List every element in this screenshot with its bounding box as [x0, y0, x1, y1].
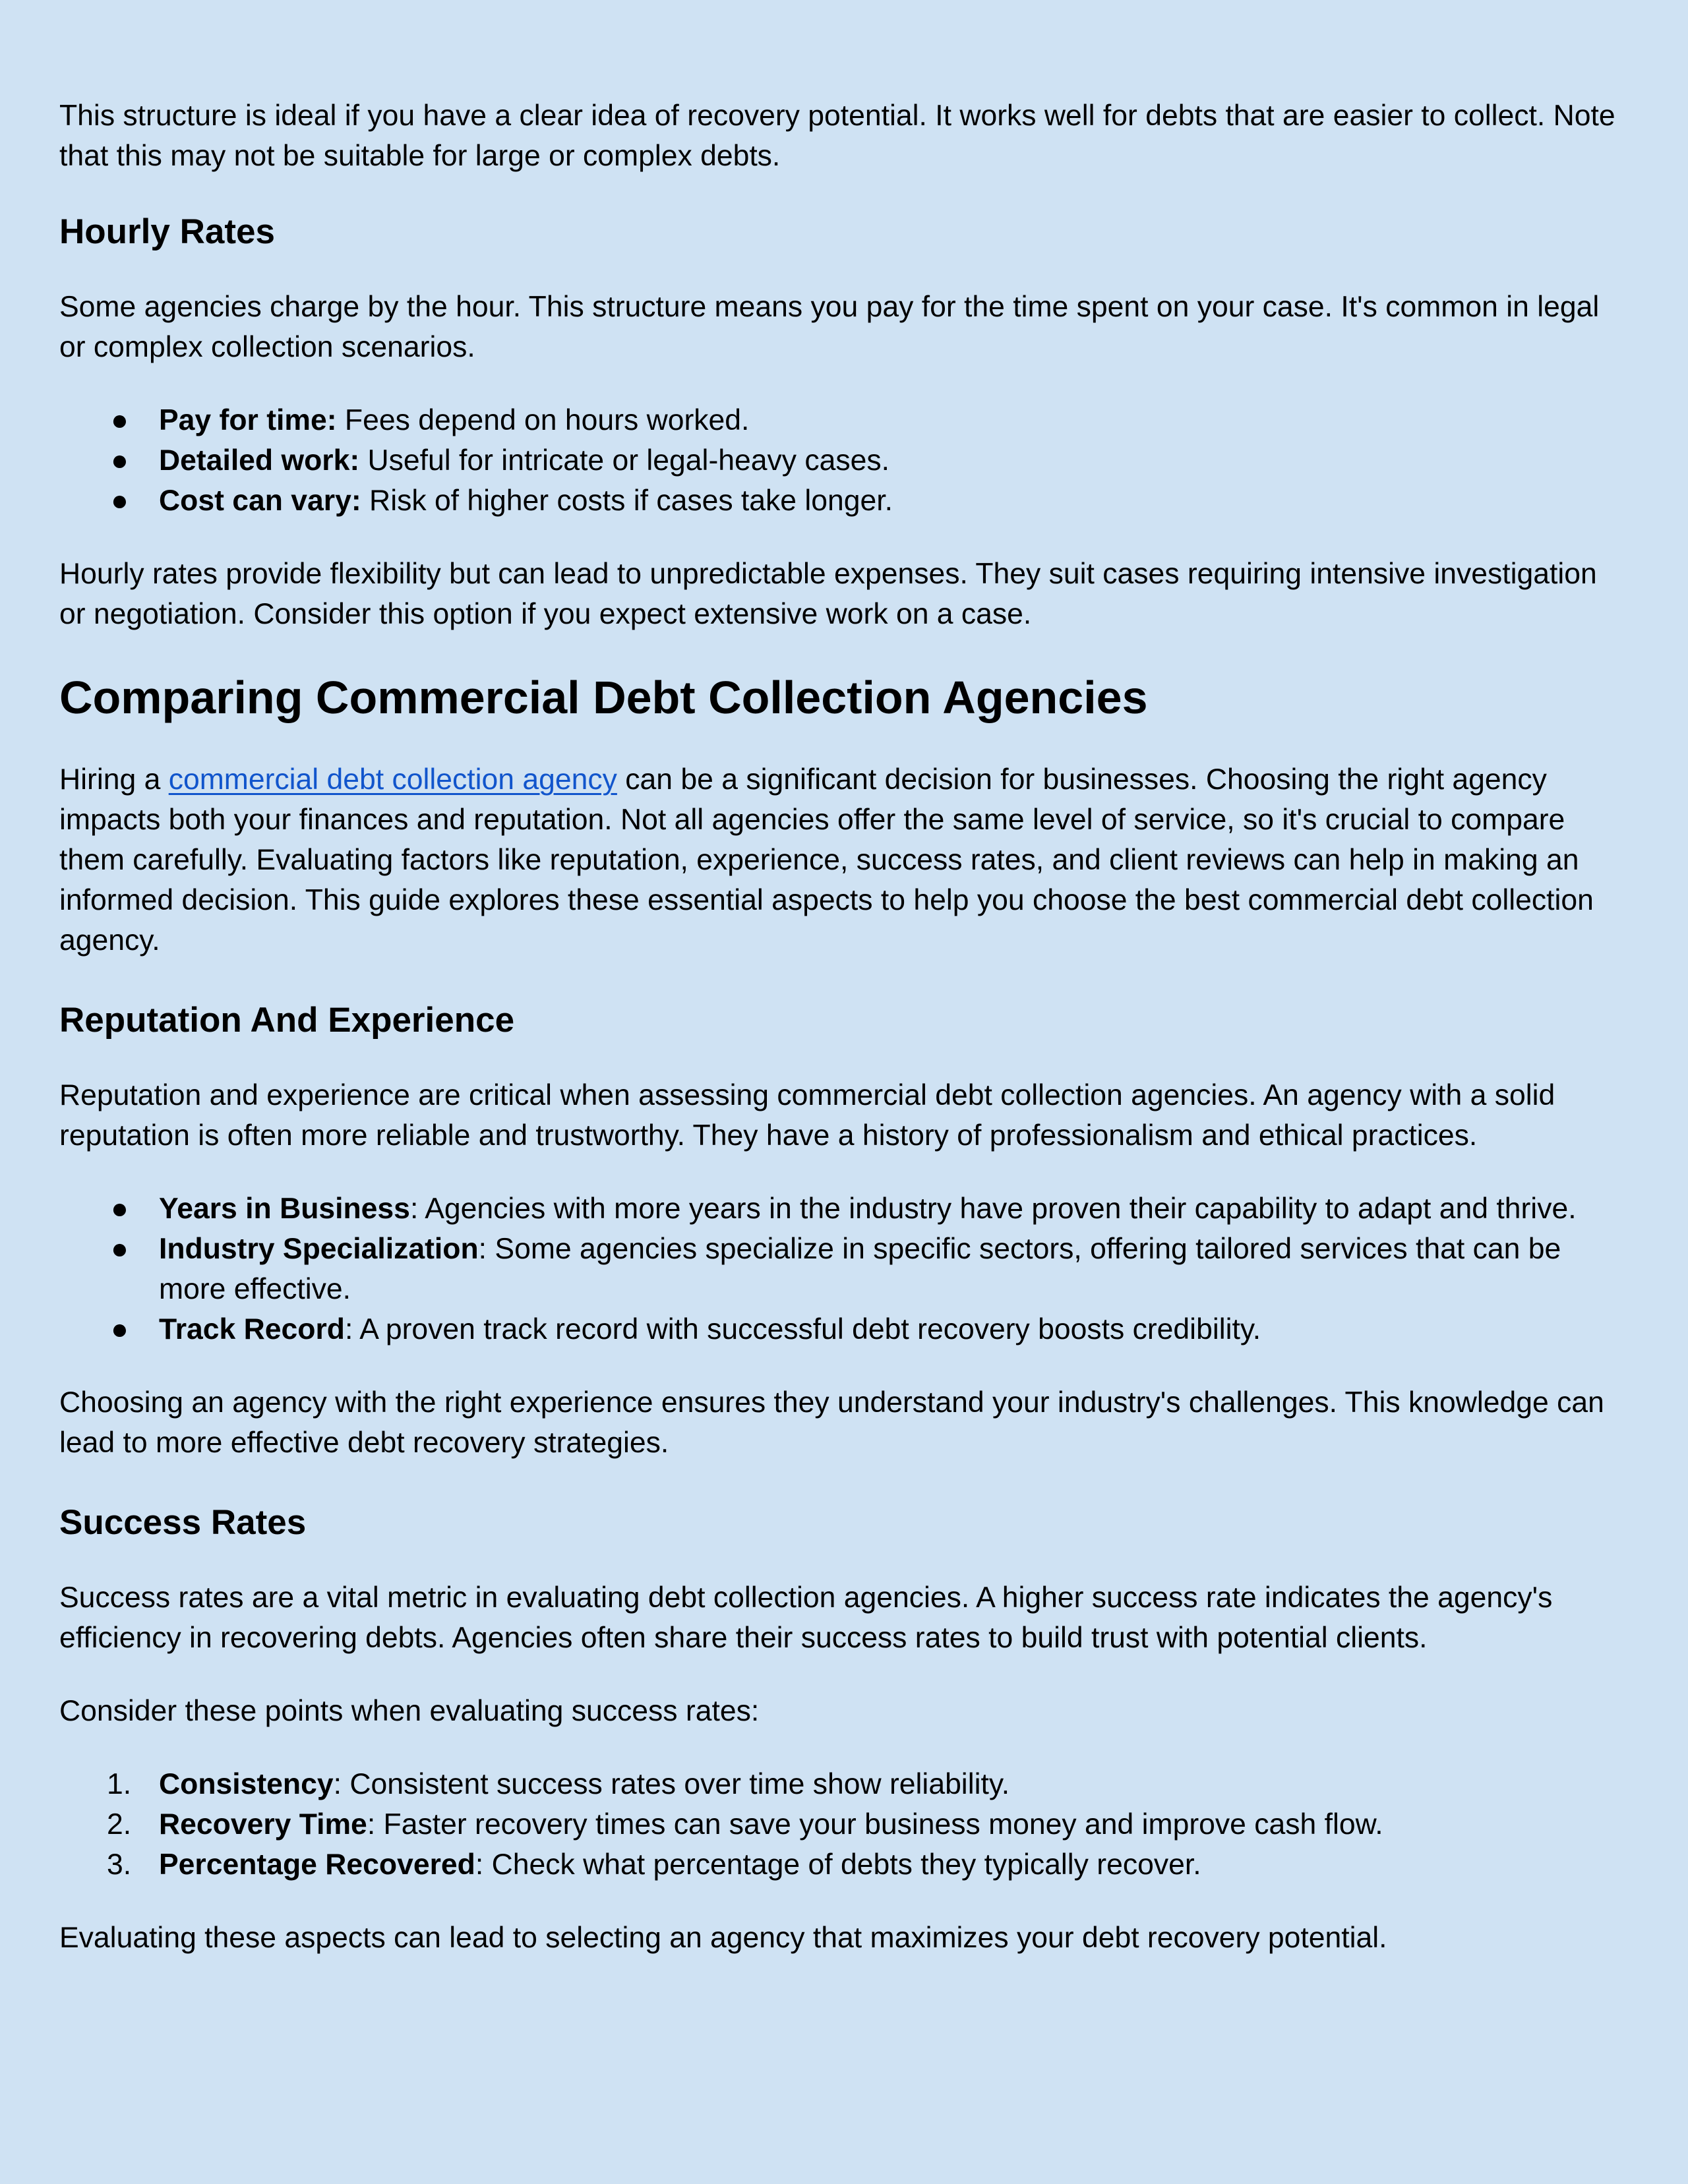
list-item-term: Percentage Recovered	[159, 1848, 475, 1881]
comparing-agencies-heading: Comparing Commercial Debt Collection Agencies	[59, 672, 1148, 723]
success-rates-heading: Success Rates	[59, 1503, 307, 1542]
success-rates-paragraph: Success rates are a vital metric in evaluating debt collection agencies. A higher success rate indicates the agency's efficiency in recovering debts. Agencies often share their success rates to build trust with potential clients.	[59, 1581, 1553, 1654]
success-rates-closing: Evaluating these aspects can lead to selecting an agency that maximizes your debt recovery potential.	[59, 1922, 1387, 1954]
list-item	[59, 1804, 1629, 1845]
list-item	[59, 1189, 1629, 1229]
comparing-agencies-paragraph	[59, 759, 1629, 960]
list-item	[59, 481, 1629, 521]
list-item	[59, 440, 1629, 481]
list-item	[59, 1845, 1629, 1885]
bullet-icon: ●	[111, 444, 129, 477]
list-item-term: Years in Business	[159, 1193, 410, 1225]
bullet-icon: ●	[111, 1313, 129, 1345]
hourly-rates-heading: Hourly Rates	[59, 212, 275, 251]
reputation-list	[59, 1189, 1629, 1349]
hourly-rates-closing: Hourly rates provide flexibility but can lead to unpredictable expenses. They suit cases requiring intensive investigation or negotiation. Consider this option if you expect extensive work on a case.	[59, 558, 1597, 630]
list-item-term: Industry Specialization	[159, 1233, 479, 1265]
list-item-text: : Check what percentage of debts they typically recover.	[475, 1848, 1201, 1881]
list-item-text: : Some agencies specialize in specific sectors, offering tailored services that can be more effective.	[159, 1233, 1561, 1305]
list-item-term: Detailed work:	[159, 444, 360, 477]
list-item-text: : Consistent success rates over time show reliability.	[333, 1768, 1010, 1800]
list-item	[59, 1309, 1629, 1349]
list-item-text: : Agencies with more years in the industry have proven their capability to adapt and thrive.	[409, 1193, 1577, 1225]
bullet-icon: ●	[111, 1193, 129, 1225]
lead-text-before-link: Hiring a	[59, 763, 169, 796]
list-item	[59, 1229, 1629, 1309]
success-rates-intro-points: Consider these points when evaluating success rates:	[59, 1695, 760, 1727]
list-item-text: Useful for intricate or legal-heavy cases.	[359, 444, 889, 477]
list-item-term: Consistency	[159, 1768, 334, 1800]
list-item-term: Track Record	[159, 1313, 345, 1345]
bullet-icon: ●	[111, 404, 129, 436]
list-item-number: 2.	[107, 1808, 132, 1841]
list-item-number: 1.	[107, 1768, 132, 1800]
list-item-text: : Faster recovery times can save your business money and improve cash flow.	[367, 1808, 1383, 1841]
list-item	[59, 400, 1629, 440]
list-item-number: 3.	[107, 1848, 132, 1881]
list-item-term: Pay for time:	[159, 404, 337, 436]
reputation-paragraph: Reputation and experience are critical when assessing commercial debt collection agencies. An agency with a solid reputation is often more reliable and trustworthy. They have a history of professionalism and ethical practices.	[59, 1079, 1555, 1152]
list-item-text: Risk of higher costs if cases take longer.	[361, 485, 893, 517]
list-item-text: : A proven track record with successful debt recovery boosts credibility.	[344, 1313, 1261, 1345]
bullet-icon: ●	[111, 1233, 129, 1265]
hourly-rates-paragraph: Some agencies charge by the hour. This structure means you pay for the time spent on your case. It's common in legal or complex collection scenarios.	[59, 291, 1600, 363]
list-item-text: Fees depend on hours worked.	[336, 404, 750, 436]
reputation-heading: Reputation And Experience	[59, 1001, 515, 1040]
commercial-debt-collection-agency-link[interactable]: commercial debt collection agency	[168, 763, 617, 796]
list-item	[59, 1764, 1629, 1804]
intro-paragraph: This structure is ideal if you have a clear idea of recovery potential. It works well for debts that are easier to collect. Note that this may not be suitable for large or complex debts.	[59, 100, 1615, 172]
lead-text-after-link: can be a significant decision for businesses. Choosing the right agency impacts both your finances and reputation. Not all agencies offer the same level of service, so it's crucial to compare them carefully. Evaluating factors like reputation, experience, success rates, and client reviews can help in making an informed decision. This guide explores these essential aspects to help you choose the best commercial debt collection agency.	[59, 763, 1594, 957]
list-item-term: Cost can vary:	[159, 485, 361, 517]
reputation-closing: Choosing an agency with the right experience ensures they understand your industry's challenges. This knowledge can lead to more effective debt recovery strategies.	[59, 1386, 1604, 1459]
bullet-icon: ●	[111, 485, 129, 517]
list-item-term: Recovery Time	[159, 1808, 367, 1841]
hourly-rates-list	[59, 400, 1629, 521]
success-rates-list	[59, 1764, 1629, 1885]
